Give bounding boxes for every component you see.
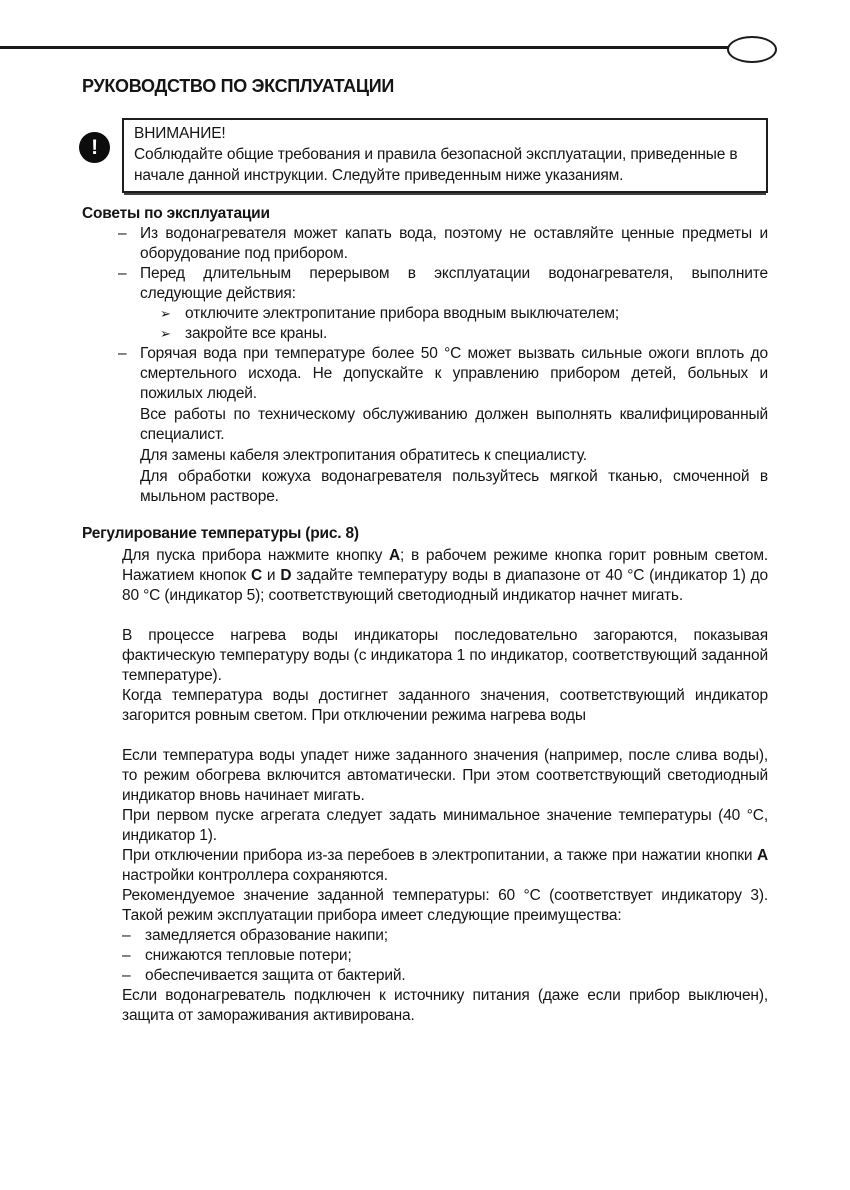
paragraph-text: Для пуска прибора нажмите кнопку: [122, 547, 389, 564]
paragraph-spacer: [82, 606, 768, 626]
sub-list-item: [82, 304, 768, 324]
list-item: [82, 224, 768, 264]
button-ref-c: С: [250, 567, 262, 584]
paragraph-text: При отключении прибора из-за перебоев в электропитании, а также при нажатии кнопки: [122, 847, 757, 864]
button-ref-d: D: [280, 567, 292, 584]
button-ref-a: А: [389, 547, 401, 564]
list-item: [82, 264, 768, 304]
list-item-text: Из водонагревателя может капать вода, поэтому не оставляйте ценные предметы и оборудование под прибором.: [140, 225, 768, 262]
paragraph-text: и: [262, 567, 281, 584]
paragraph: Все работы по техническому обслуживанию должен выполнять квалифицированный специалист.: [140, 406, 768, 443]
section-heading-tips: Советы по эксплуатации: [82, 205, 270, 222]
paragraph: При первом пуске агрегата следует задать минимальное значение температуры (40 °С, индикатор 1).: [122, 807, 768, 844]
warning-box: [122, 118, 768, 193]
dash-bullet: –: [122, 927, 131, 944]
paragraph: Рекомендуемое значение заданной температуры: 60 °С (соответствует индикатору 3). Такой режим эксплуатации прибора имеет следующие преимущества:: [122, 887, 768, 924]
list-item-text: Горячая вода при температуре более 50 °С может вызвать сильные ожоги вплоть до смертельного исхода. Не допускайте к управлению прибором детей, больных и пожилых людей.: [140, 345, 768, 402]
list-item-text: Перед длительным перерывом в эксплуатации водонагревателя, выполните следующие действия:: [140, 265, 768, 302]
list-item-text: замедляется образование накипи;: [145, 927, 388, 944]
paragraph-text: задайте температуру воды в диапазоне от 40 °С (индикатор 1) до 80 °С (индикатор 5); соответствующий светодиодный индикатор начнет мигать.: [122, 567, 768, 604]
list-item: [82, 926, 768, 946]
button-ref-a: А: [756, 847, 768, 864]
warning-text: Соблюдайте общие требования и правила безопасной эксплуатации, приведенные в начале данной инструкции. Следуйте приведенным ниже указаниям.: [134, 146, 738, 184]
paragraph: Для замены кабеля электропитания обратитесь к специалисту.: [140, 447, 587, 464]
paragraph: Если водонагреватель подключен к источнику питания (даже если прибор выключен), защита от замораживания активирована.: [122, 987, 768, 1024]
arrowhead-bullet-icon: ➢: [160, 326, 171, 341]
dash-bullet: –: [118, 225, 127, 242]
paragraph: Для обработки кожуха водонагревателя пользуйтесь мягкой тканью, смоченной в мыльном растворе.: [140, 468, 768, 505]
sub-list-item-text: отключите электропитание прибора вводным выключателем;: [185, 305, 620, 322]
paragraph: Если температура воды упадет ниже заданного значения (например, после слива воды), то режим обогрева включится автоматически. При этом соответствующий светодиодный индикатор вновь начинает мигать.: [122, 747, 768, 804]
paragraph: [122, 546, 768, 606]
list-item-text: обеспечивается защита от бактерий.: [145, 967, 406, 984]
dash-bullet: –: [122, 967, 131, 984]
dash-bullet: –: [122, 947, 131, 964]
sub-list-item: [82, 324, 768, 344]
list-item: [82, 344, 768, 404]
dash-bullet: –: [118, 345, 127, 362]
section-heading-regulation: Регулирование температуры (рис. 8): [82, 525, 359, 542]
sub-list-item-text: закройте все краны.: [185, 325, 328, 342]
exclamation-icon: !: [79, 132, 110, 163]
list-item: [82, 966, 768, 986]
list-item: [82, 946, 768, 966]
warning-heading: ВНИМАНИЕ!: [134, 125, 226, 142]
warning-callout: [82, 118, 768, 193]
page-title: РУКОВОДСТВО ПО ЭКСПЛУАТАЦИИ: [82, 76, 394, 96]
paragraph-text: ; в рабочем режиме кнопка горит ровным светом. Нажатием кнопок: [122, 547, 769, 584]
paragraph-spacer: [82, 726, 768, 746]
page-content: [82, 76, 768, 1026]
dash-bullet: –: [118, 265, 127, 282]
header-ellipse: [727, 36, 777, 63]
paragraph-text: настройки контроллера сохраняются.: [122, 867, 388, 884]
arrowhead-bullet-icon: ➢: [160, 306, 171, 321]
paragraph: [122, 846, 768, 886]
paragraph: В процессе нагрева воды индикаторы последовательно загораются, показывая фактическую температуру воды (с индикатора 1 по индикатор, соответствующий заданной температуре).: [122, 627, 768, 684]
list-item-text: снижаются тепловые потери;: [145, 947, 352, 964]
paragraph: Когда температура воды достигнет заданного значения, соответствующий индикатор загорится ровным светом. При отключении режима нагрева воды: [122, 687, 768, 724]
header-rule: [0, 46, 733, 49]
